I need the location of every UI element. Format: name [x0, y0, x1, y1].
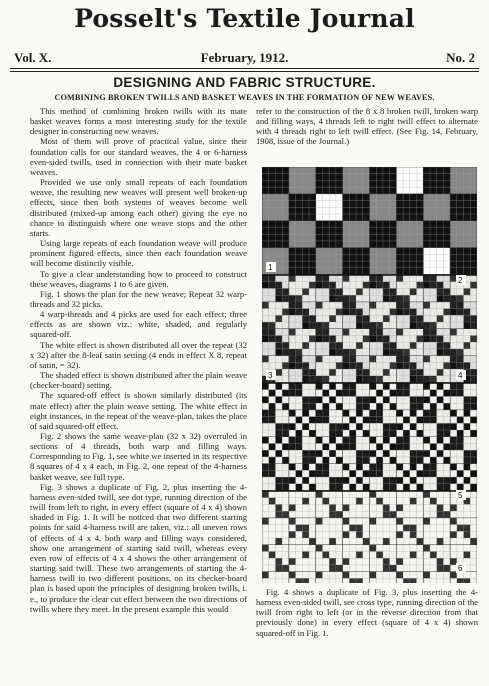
- issue-number: No. 2: [446, 50, 475, 65]
- paragraph: The white effect is shown distributed all over the repeat (32 x 32) after the 8-leaf satin setting (4 ends in effect X 8, repeat of satin, = 32).: [30, 339, 247, 370]
- figure-caption: [256, 587, 478, 638]
- weave-panel-4: [262, 491, 477, 583]
- paragraph: refer to the construction of the 8 x 8 broken twill, broken warp and filling ways, 4 threads left to right twill effect to alternate with 4 threads right to left twill effect. (See Fig. 14, February, 1908, issue of the Journal.): [256, 106, 478, 147]
- header-rule-thin: [10, 71, 479, 72]
- volume: Vol. X.: [14, 50, 52, 65]
- paragraph: The squared-off effect is shown similarly distributed (its mate effect) after the plain weave setting. The white effect in eight instances, in the repeat of the weave-plan, takes the place of said squared-off effect.: [30, 390, 247, 431]
- issue-date: February, 1912.: [200, 50, 289, 65]
- paragraph: Fig. 3 shows a duplicate of Fig. 2, plus inserting the 4-harness even-sided twill, see dot type, running direction of the twill from left to right, in every effect (square of 4 x 4) shown shaded in Fig. 1. It will be noticed that two different starting points for said 4-harness twill are taken, viz.: all uneven rows of effects of 4 x 4, both warp and filling ways considered, show one arrangement of starting said twill, whereas every even row of effects of 4 x 4 shows the other arrangement of starting said twill. These two arrangements of starting the 4-harness twill in two different positions, on its checker-board plan is based upon the principles of designing broken twills, i. e., to produce the clear cut effect between the two directions of twills where they meet. In the present example this would: [30, 481, 247, 614]
- weave-panel-3: [262, 383, 477, 491]
- weave-panel-1: [262, 167, 477, 275]
- header-rule: [10, 68, 479, 69]
- paragraph: Provided we use only small repeats of each foundation weave, the resulting new weaves will present well broken-up effects, since then both systems of weaves become well distributed (mixed-up among each other) giving the eye no chance to distinguish where one weave stops and the other starts.: [30, 177, 247, 238]
- weave-panel-2: [262, 275, 477, 383]
- article-title: DESIGNING AND FABRIC STRUCTURE.: [113, 75, 376, 90]
- panel-number: 2: [458, 276, 463, 285]
- paragraph: Fig. 2 shows the same weave-plan (32 x 32) overruled in sections of 4 threads, both warp and filling ways. Corresponding to Fig. 1, see white we inserted in its respective 8 squares of 4 x 4 each, in Fig. 2, one repeat of the 4-harness basket weave, see full type.: [30, 431, 247, 482]
- caption-paragraph: Fig. 4 shows a duplicate of Fig. 3, plus inserting the 4-harness even-sided twill, see cross type, running direction of the twill from right to left (or in the reverse direction from that previously done) in every effect (square of 4 x 4) shown squared-off in Fig. 1.: [256, 587, 478, 638]
- paragraph: Fig. 1 shows the plan for the new weave; Repeat 32 warp-threads and 32 picks.: [30, 288, 247, 309]
- right-column: [256, 106, 478, 147]
- article-subtitle: COMBINING BROKEN TWILLS AND BASKET WEAVES IN THE FORMATION OF NEW WEAVES.: [54, 93, 435, 102]
- weave-diagrams: [262, 167, 477, 583]
- journal-title: Posselt's Textile Journal: [74, 4, 415, 33]
- paragraph: This method of combining broken twills with its mate basket weaves forms a most interesting study for the textile designer in constructing new weaves.: [30, 106, 247, 137]
- paragraph: The shaded effect is shown distributed after the plain weave (checker-board) setting.: [30, 370, 247, 391]
- left-column: [30, 106, 247, 614]
- paragraph: Most of them will prove of practical value, since their foundation calls for our standard weaves, the 4 or 6-harness even-sided twills, used in connection with their mate basket weaves.: [30, 136, 247, 177]
- paragraph: To give a clear understanding how to proceed to construct these weaves, diagrams 1 to 6 are given.: [30, 268, 247, 289]
- panel-number: 6: [458, 564, 463, 573]
- paragraph: Using large repeats of each foundation weave will produce prominent figured effects, since then each foundation weave will become distinctly visible.: [30, 238, 247, 269]
- weave-figure: [262, 167, 477, 583]
- panel-number: 5: [458, 491, 463, 500]
- panel-number: 1: [268, 263, 273, 272]
- paragraph: 4 warp-threads and 4 picks are used for each effect; three effects as are shown viz.: white, shaded, and regularly squared-off.: [30, 309, 247, 340]
- panel-number: 3: [268, 371, 273, 380]
- panel-number: 4: [458, 371, 463, 380]
